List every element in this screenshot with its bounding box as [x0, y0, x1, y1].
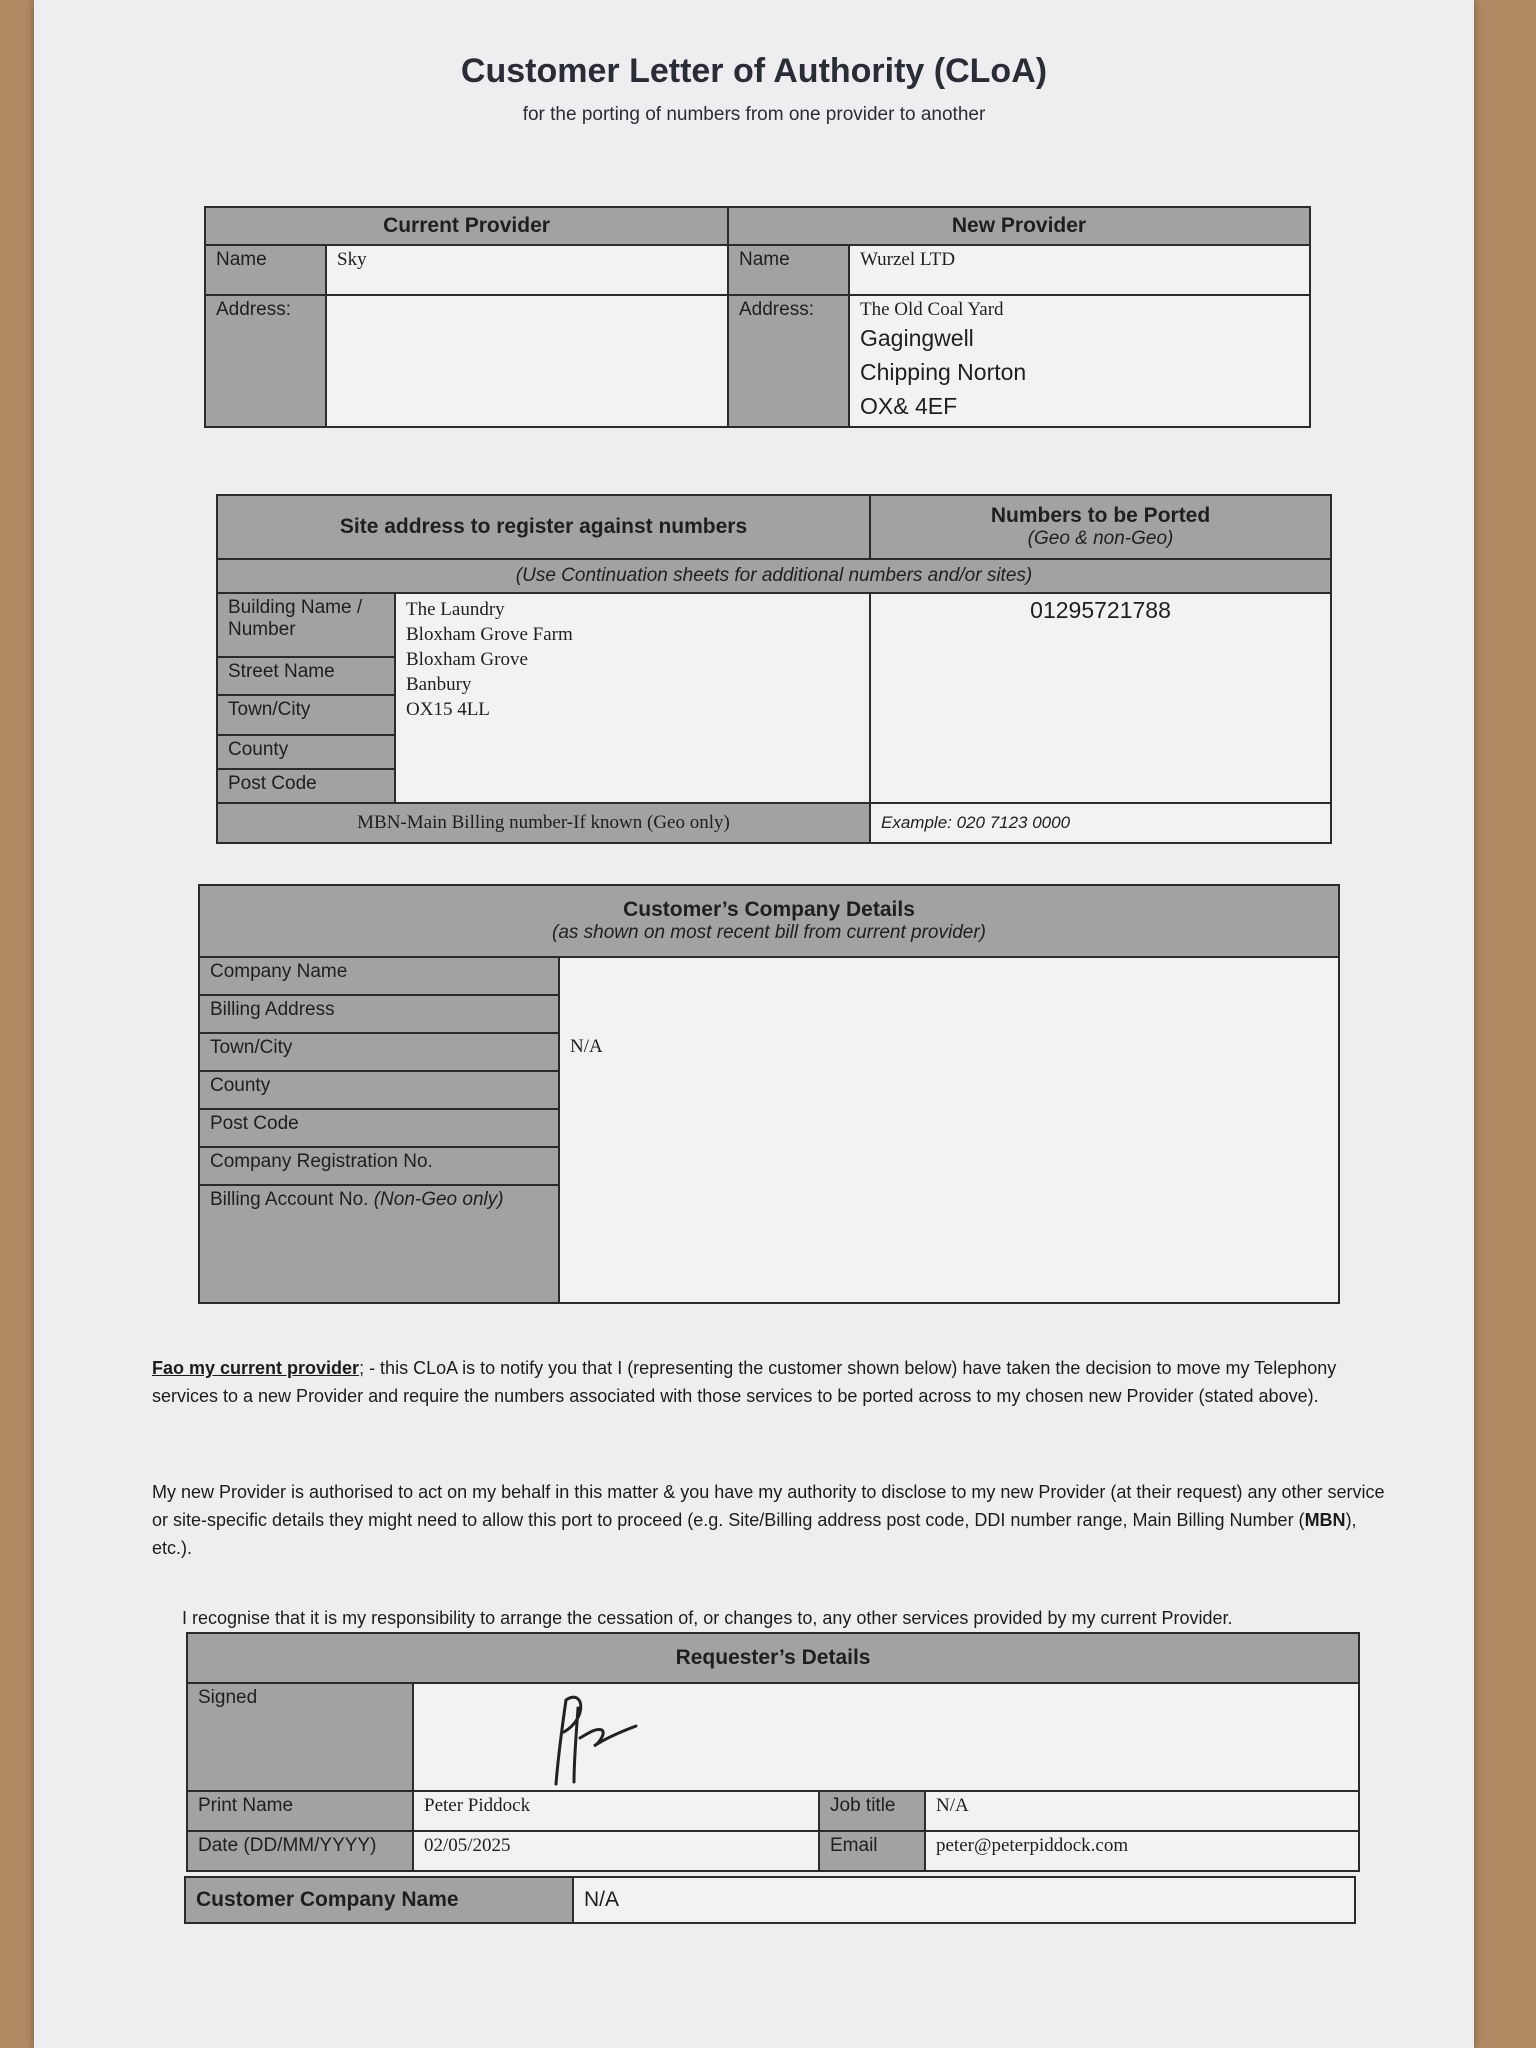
street-label: Street Name	[217, 657, 395, 695]
company-details-value: N/A	[559, 957, 1339, 1303]
company-header	[199, 885, 1339, 957]
company-postcode-label: Post Code	[199, 1109, 559, 1147]
company-header-title: Customer’s Company Details	[623, 898, 915, 921]
customer-company-label: Customer Company Name	[185, 1877, 573, 1923]
numbers-header	[870, 495, 1331, 559]
ported-number: 01295721788	[870, 593, 1331, 803]
customer-company-value: N/A	[573, 1877, 1355, 1923]
authority-paragraph	[152, 1478, 1392, 1562]
site-address-line: The Laundry	[406, 599, 505, 620]
company-town-label: Town/City	[199, 1033, 559, 1071]
site-address-line: Bloxham Grove Farm	[406, 624, 573, 645]
new-address-line: OX& 4EF	[860, 393, 958, 419]
current-provider-address	[326, 295, 728, 427]
fao-paragraph	[152, 1354, 1392, 1410]
site-address-header: Site address to register against numbers	[217, 495, 870, 559]
print-name-label: Print Name	[187, 1791, 413, 1831]
date-value: 02/05/2025	[413, 1831, 819, 1871]
requester-header: Requester’s Details	[187, 1633, 1359, 1683]
signed-label: Signed	[187, 1683, 413, 1791]
date-label: Date (DD/MM/YYYY)	[187, 1831, 413, 1871]
current-provider-header: Current Provider	[205, 207, 728, 245]
site-table	[216, 494, 1332, 844]
job-title-label: Job title	[819, 1791, 925, 1831]
site-address-line: OX15 4LL	[406, 699, 490, 720]
new-provider-name: Wurzel LTD	[849, 245, 1310, 295]
numbers-header-title: Numbers to be Ported	[990, 504, 1211, 527]
numbers-header-sub: (Geo & non-Geo)	[1027, 528, 1174, 549]
signature-image	[544, 1688, 684, 1788]
customer-company-table	[184, 1876, 1356, 1924]
company-table	[198, 884, 1340, 1304]
company-name-label: Company Name	[199, 957, 559, 995]
current-provider-name: Sky	[326, 245, 728, 295]
billing-account-note: (Non-Geo only)	[373, 1189, 504, 1210]
new-name-label: Name	[728, 245, 849, 295]
mbn-example: Example: 020 7123 0000	[870, 803, 1331, 843]
billing-account-label	[199, 1185, 559, 1303]
authority-text: My new Provider is authorised to act on my behalf in this matter & you have my authority to disclose to my new Provider (at their request) any other service or site-specific details they might need to allow this port to proceed (e.g. Site/Billing address post code, DDI number range, Main Billing Number (	[152, 1482, 1385, 1530]
new-address-line: Chipping Norton	[860, 359, 1027, 385]
email-label: Email	[819, 1831, 925, 1871]
page-subtitle: for the porting of numbers from one provider to another	[522, 104, 986, 125]
authority-text-end: ), etc.).	[152, 1510, 1357, 1558]
building-label: Building Name / Number	[217, 593, 395, 657]
postcode-label: Post Code	[217, 769, 395, 803]
new-provider-header: New Provider	[728, 207, 1310, 245]
email-value: peter@peterpiddock.com	[925, 1831, 1359, 1871]
company-reg-label: Company Registration No.	[199, 1147, 559, 1185]
job-title-value: N/A	[925, 1791, 1359, 1831]
authority-bold: MBN	[1304, 1510, 1346, 1530]
new-provider-address	[849, 295, 1310, 427]
billing-account-text: Billing Account No.	[210, 1189, 369, 1210]
signature-area	[413, 1683, 1359, 1791]
company-county-label: County	[199, 1071, 559, 1109]
site-address-value	[395, 593, 870, 803]
site-address-line: Bloxham Grove	[406, 649, 528, 670]
responsibility-paragraph: I recognise that it is my responsibility to arrange the cessation of, or changes to, any other services provided by my current Provider.	[182, 1608, 1233, 1628]
requester-table	[186, 1632, 1360, 1872]
page-title: Customer Letter of Authority (CLoA)	[460, 52, 1048, 90]
site-address-line: Banbury	[406, 674, 472, 695]
current-address-label: Address:	[205, 295, 326, 427]
fao-label: Fao my current provider	[152, 1358, 360, 1378]
continuation-note: (Use Continuation sheets for additional numbers and/or sites)	[217, 559, 1331, 593]
new-address-line: The Old Coal Yard	[860, 299, 1004, 320]
fao-text: ; - this CLoA is to notify you that I (representing the customer shown below) have taken the decision to move my Telephony services to a new Provider and require the numbers associated with those services to be ported across to my chosen new Provider (stated above).	[152, 1358, 1337, 1406]
company-header-sub: (as shown on most recent bill from current provider)	[552, 922, 986, 943]
current-name-label: Name	[205, 245, 326, 295]
mbn-label: MBN-Main Billing number-If known (Geo only)	[217, 803, 870, 843]
new-address-line: Gagingwell	[860, 325, 974, 351]
town-label: Town/City	[217, 695, 395, 735]
print-name-value: Peter Piddock	[413, 1791, 819, 1831]
new-address-label: Address:	[728, 295, 849, 427]
providers-table	[204, 206, 1311, 428]
billing-address-label: Billing Address	[199, 995, 559, 1033]
county-label: County	[217, 735, 395, 769]
